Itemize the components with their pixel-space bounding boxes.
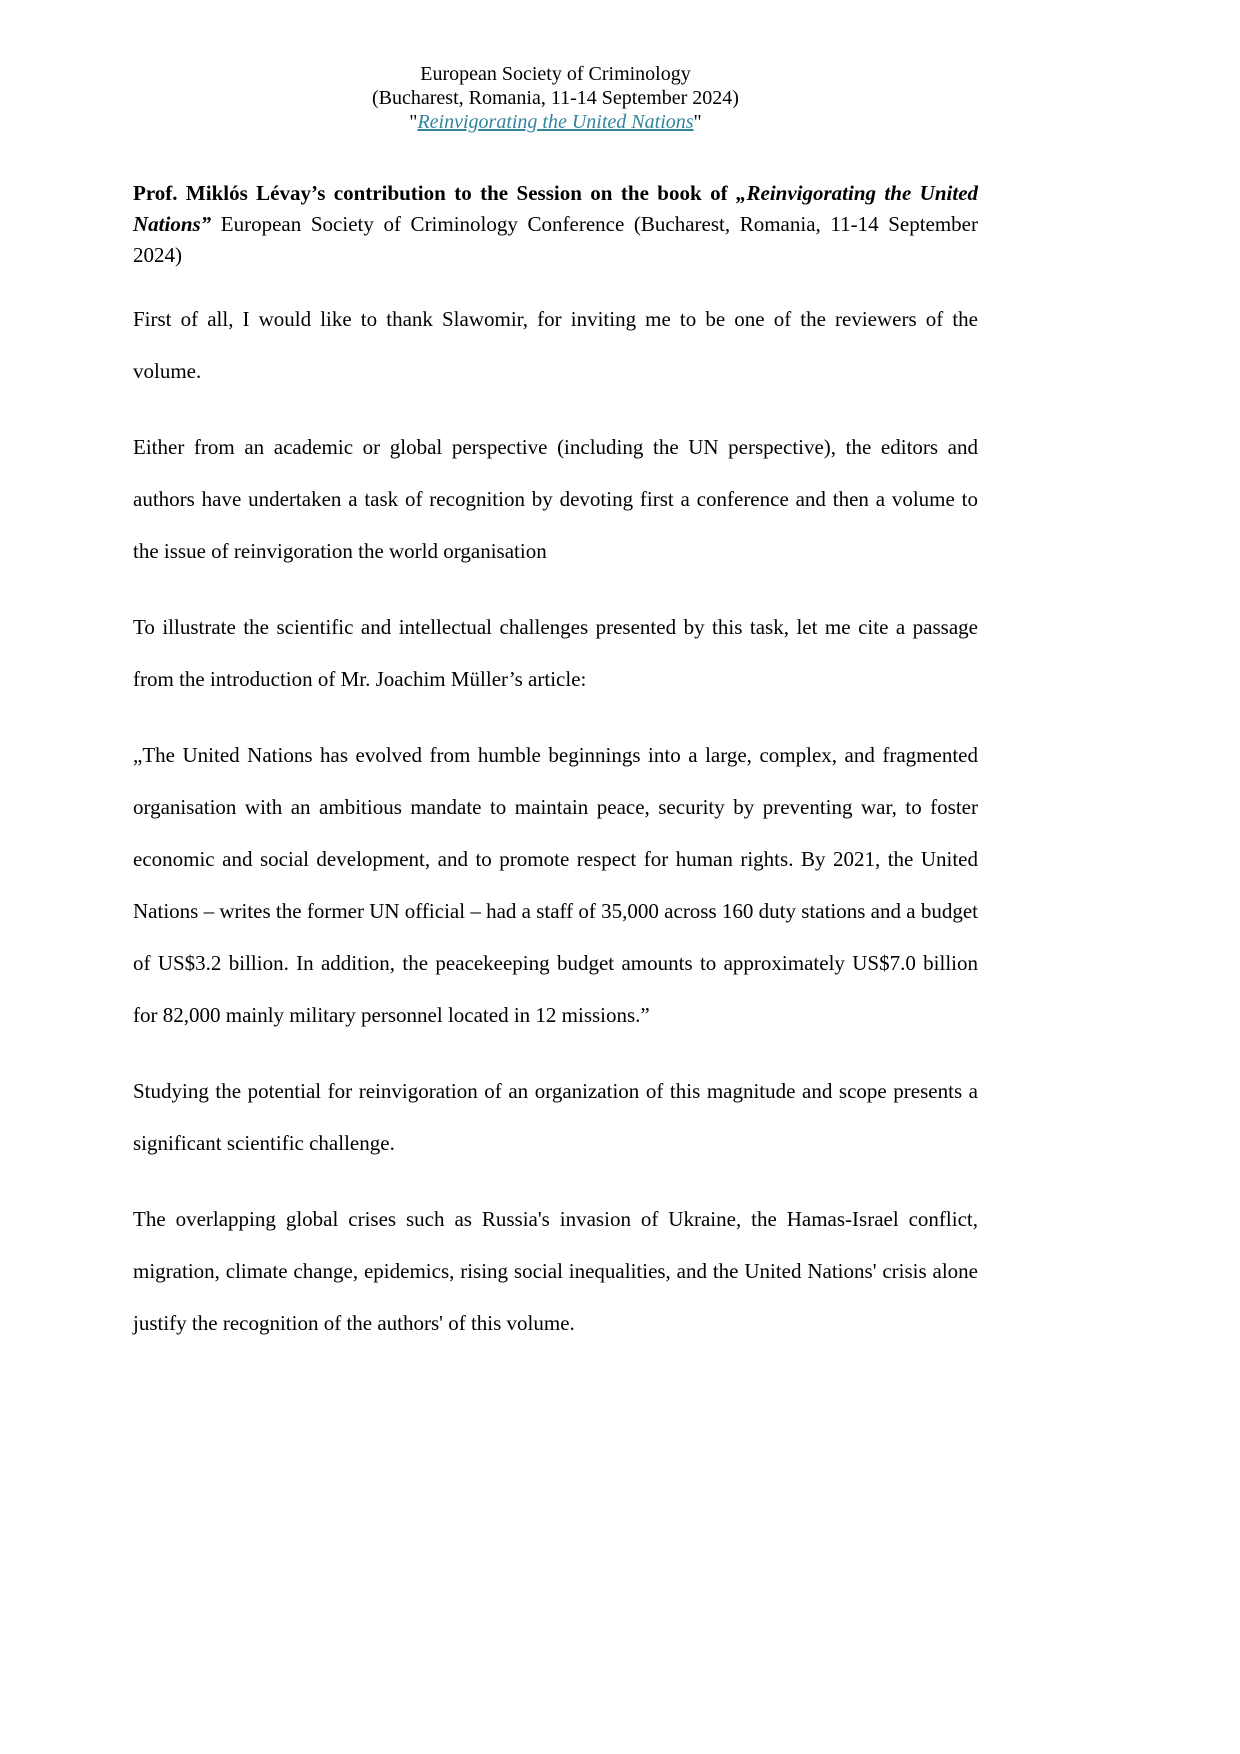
quote-open: "	[409, 111, 418, 133]
paragraph-perspective: Either from an academic or global perspective (including the UN perspective), the editors and authors have undertaken a task of recognition by devoting first a conference and then a volume to the issue of reinvigoration the world organisation	[133, 435, 978, 563]
document-content	[133, 62, 978, 1349]
header-book-title-line	[133, 110, 978, 134]
paragraph-quote-muller: „The United Nations has evolved from humble beginnings into a large, complex, and fragmented organisation with an ambitious mandate to maintain peace, security by preventing war, to foster economic and social development, and to promote respect for human rights. By 2021, the United Nations – writes the former UN official – had a staff of 35,000 across 160 duty stations and a budget of US$3.2 billion. In addition, the peacekeeping budget amounts to approximately US$7.0 billion for 82,000 mainly military personnel located in 12 missions.”	[133, 743, 978, 1027]
header-organization: European Society of Criminology	[420, 63, 691, 85]
title-book-name-segment: „Reinvigorating the United Nations”	[133, 181, 979, 236]
paragraph-studying: Studying the potential for reinvigoration of an organization of this magnitude and scope presents a significant scientific challenge.	[133, 1079, 978, 1155]
header-location-date: (Bucharest, Romania, 11-14 September 2024)	[372, 87, 739, 109]
book-title-link[interactable]: Reinvigorating the United Nations	[417, 111, 694, 133]
title-bold-segment: Prof. Miklós Lévay’s contribution to the Session on the book of	[133, 181, 736, 205]
paragraph-crises: The overlapping global crises such as Russia's invasion of Ukraine, the Hamas-Israel conflict, migration, climate change, epidemics, rising social inequalities, and the United Nations' crisis alone justify the recognition of the authors' of this volume.	[133, 1207, 978, 1335]
document-header	[133, 62, 978, 134]
title-conference-segment: European Society of Criminology Conference (Bucharest, Romania, 11-14 September 2024)	[133, 212, 978, 267]
paragraph-thanks: First of all, I would like to thank Slawomir, for inviting me to be one of the reviewers of the volume.	[133, 307, 978, 383]
quote-close: "	[693, 111, 702, 133]
contribution-title	[133, 178, 978, 271]
paragraph-illustrate: To illustrate the scientific and intellectual challenges presented by this task, let me cite a passage from the introduction of Mr. Joachim Müller’s article:	[133, 615, 978, 691]
